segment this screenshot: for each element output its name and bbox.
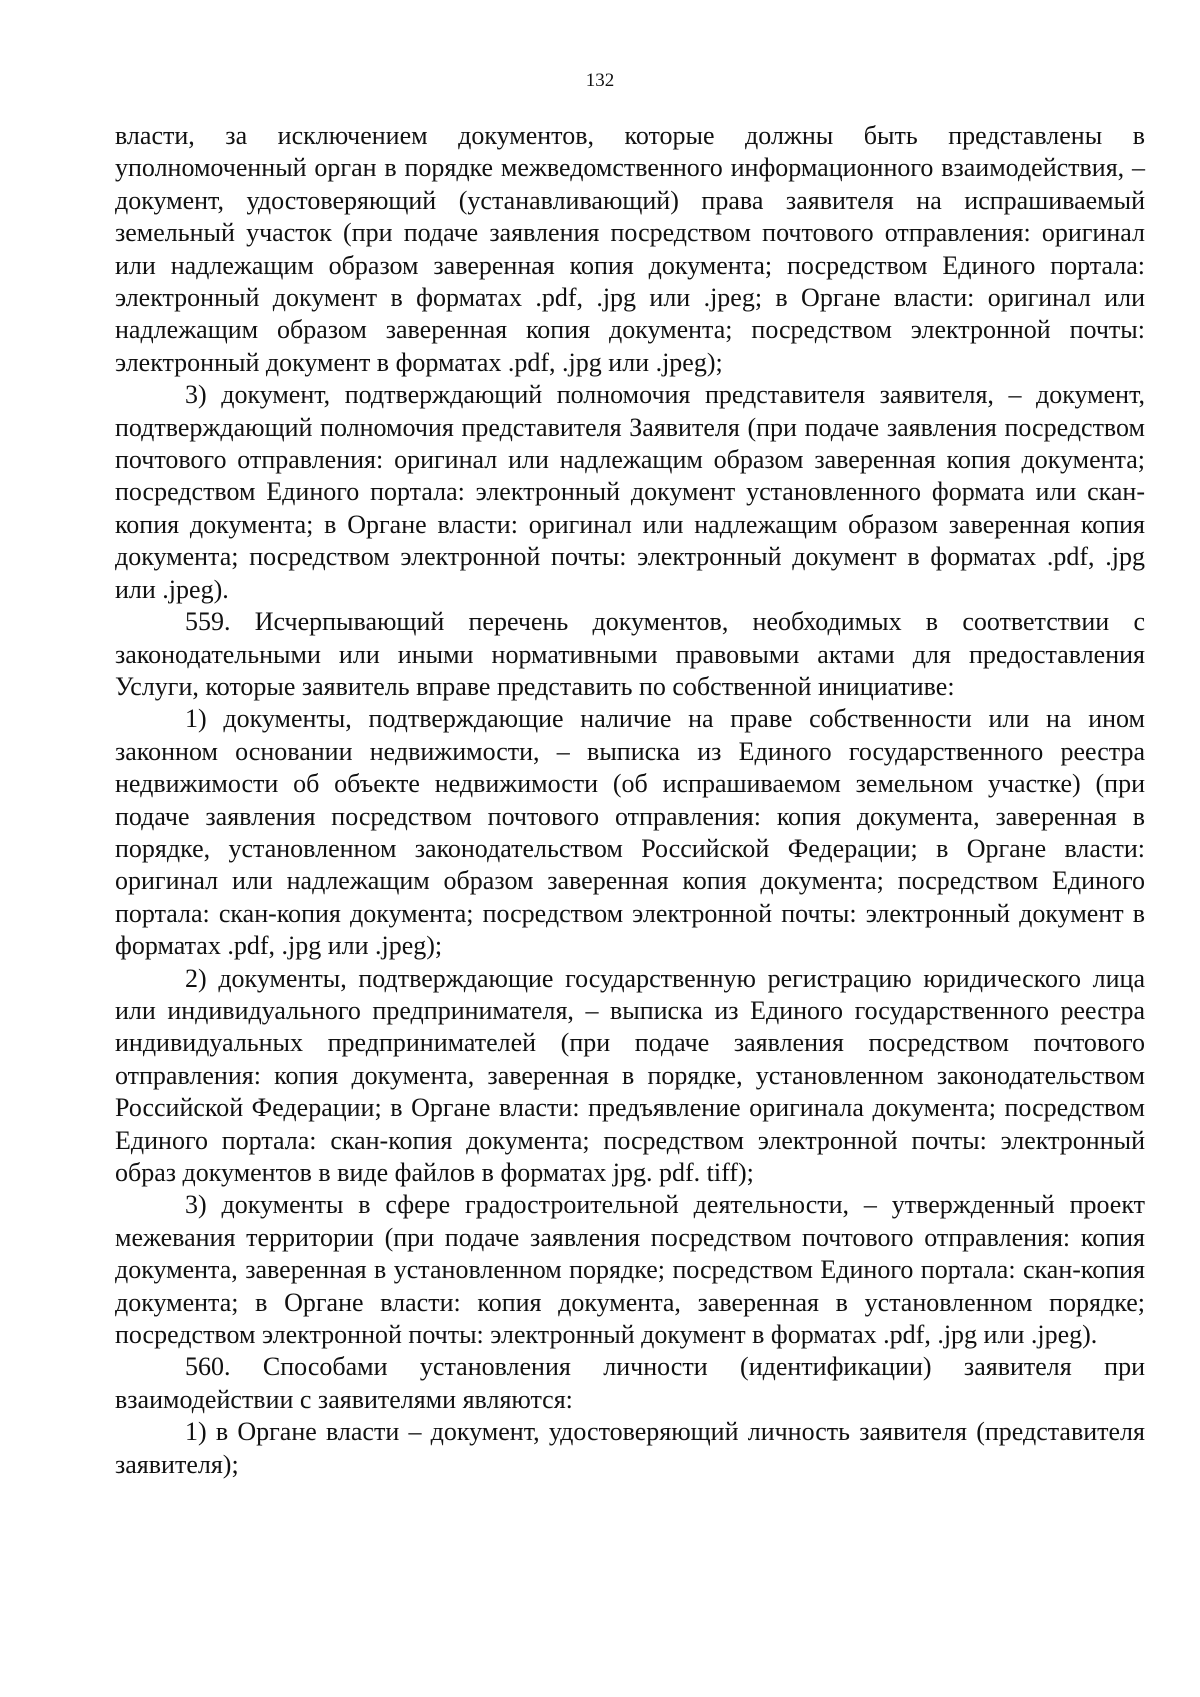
paragraph-559: 559. Исчерпывающий перечень документов, необходимых в соответствии с законодательными или иными нормативными правовыми актами для предоставления Услуги, которые заявитель вправе представить по собственной инициативе: <box>115 607 1145 701</box>
paragraph-559-item-3: 3) документы в сфере градостроительной деятельности, – утвержденный проект межевания территории (при подаче заявления посредством почтового отправления: копия документа, заверенная в установленном порядке; посредством Единого портала: скан-копия документа; в Органе власти: копия документа, заверенная в установленном порядке; посредством электронной почты: электронный документ в форматах .pdf, .jpg или .jpeg). <box>115 1190 1145 1350</box>
paragraph-item-3-representative: 3) документ, подтверждающий полномочия представителя заявителя, – документ, подтверждающий полномочия представителя Заявителя (при подаче заявления посредством почтового отправления: оригинал или надлежащим образом заверенная копия документа; посредством Единого портала: электронный документ установленного формата или скан-копия документа; в Органе власти: оригинал или надлежащим образом заверенная копия документа; посредством электронной почты: электронный документ в форматах .pdf, .jpg или .jpeg). <box>115 380 1145 604</box>
page-number: 132 <box>585 70 615 91</box>
document-body <box>115 120 1145 1481</box>
paragraph-continuation: власти, за исключением документов, которые должны быть представлены в уполномоченный орган в порядке межведомственного информационного взаимодействия, – документ, удостоверяющий (устанавливающий) права заявителя на испрашиваемый земельный участок (при подаче заявления посредством почтового отправления: оригинал или надлежащим образом заверенная копия документа; посредством Единого портала: электронный документ в форматах .pdf, .jpg или .jpeg; в Органе власти: оригинал или надлежащим образом заверенная копия документа; посредством электронной почты: электронный документ в форматах .pdf, .jpg или .jpeg); <box>115 121 1145 377</box>
paragraph-560-item-1: 1) в Органе власти – документ, удостоверяющий личность заявителя (представителя заявителя); <box>115 1417 1145 1479</box>
paragraph-560: 560. Способами установления личности (идентификации) заявителя при взаимодействии с заявителями являются: <box>115 1352 1145 1414</box>
paragraph-559-item-1: 1) документы, подтверждающие наличие на праве собственности или на ином законном основании недвижимости, – выписка из Единого государственного реестра недвижимости об объекте недвижимости (об испрашиваемом земельном участке) (при подаче заявления посредством почтового отправления: копия документа, заверенная в порядке, установленном законодательством Российской Федерации; в Органе власти: оригинал или надлежащим образом заверенная копия документа; посредством Единого портала: скан-копия документа; посредством электронной почты: электронный документ в форматах .pdf, .jpg или .jpeg); <box>115 704 1145 961</box>
paragraph-559-item-2: 2) документы, подтверждающие государственную регистрацию юридического лица или индивидуального предпринимателя, – выписка из Единого государственного реестра индивидуальных предпринимателей (при подаче заявления посредством почтового отправления: копия документа, заверенная в порядке, установленном законодательством Российской Федерации; в Органе власти: предъявление оригинала документа; посредством Единого портала: скан-копия документа; посредством электронной почты: электронный образ документов в виде файлов в форматах jpg. pdf. tiff); <box>115 963 1145 1187</box>
